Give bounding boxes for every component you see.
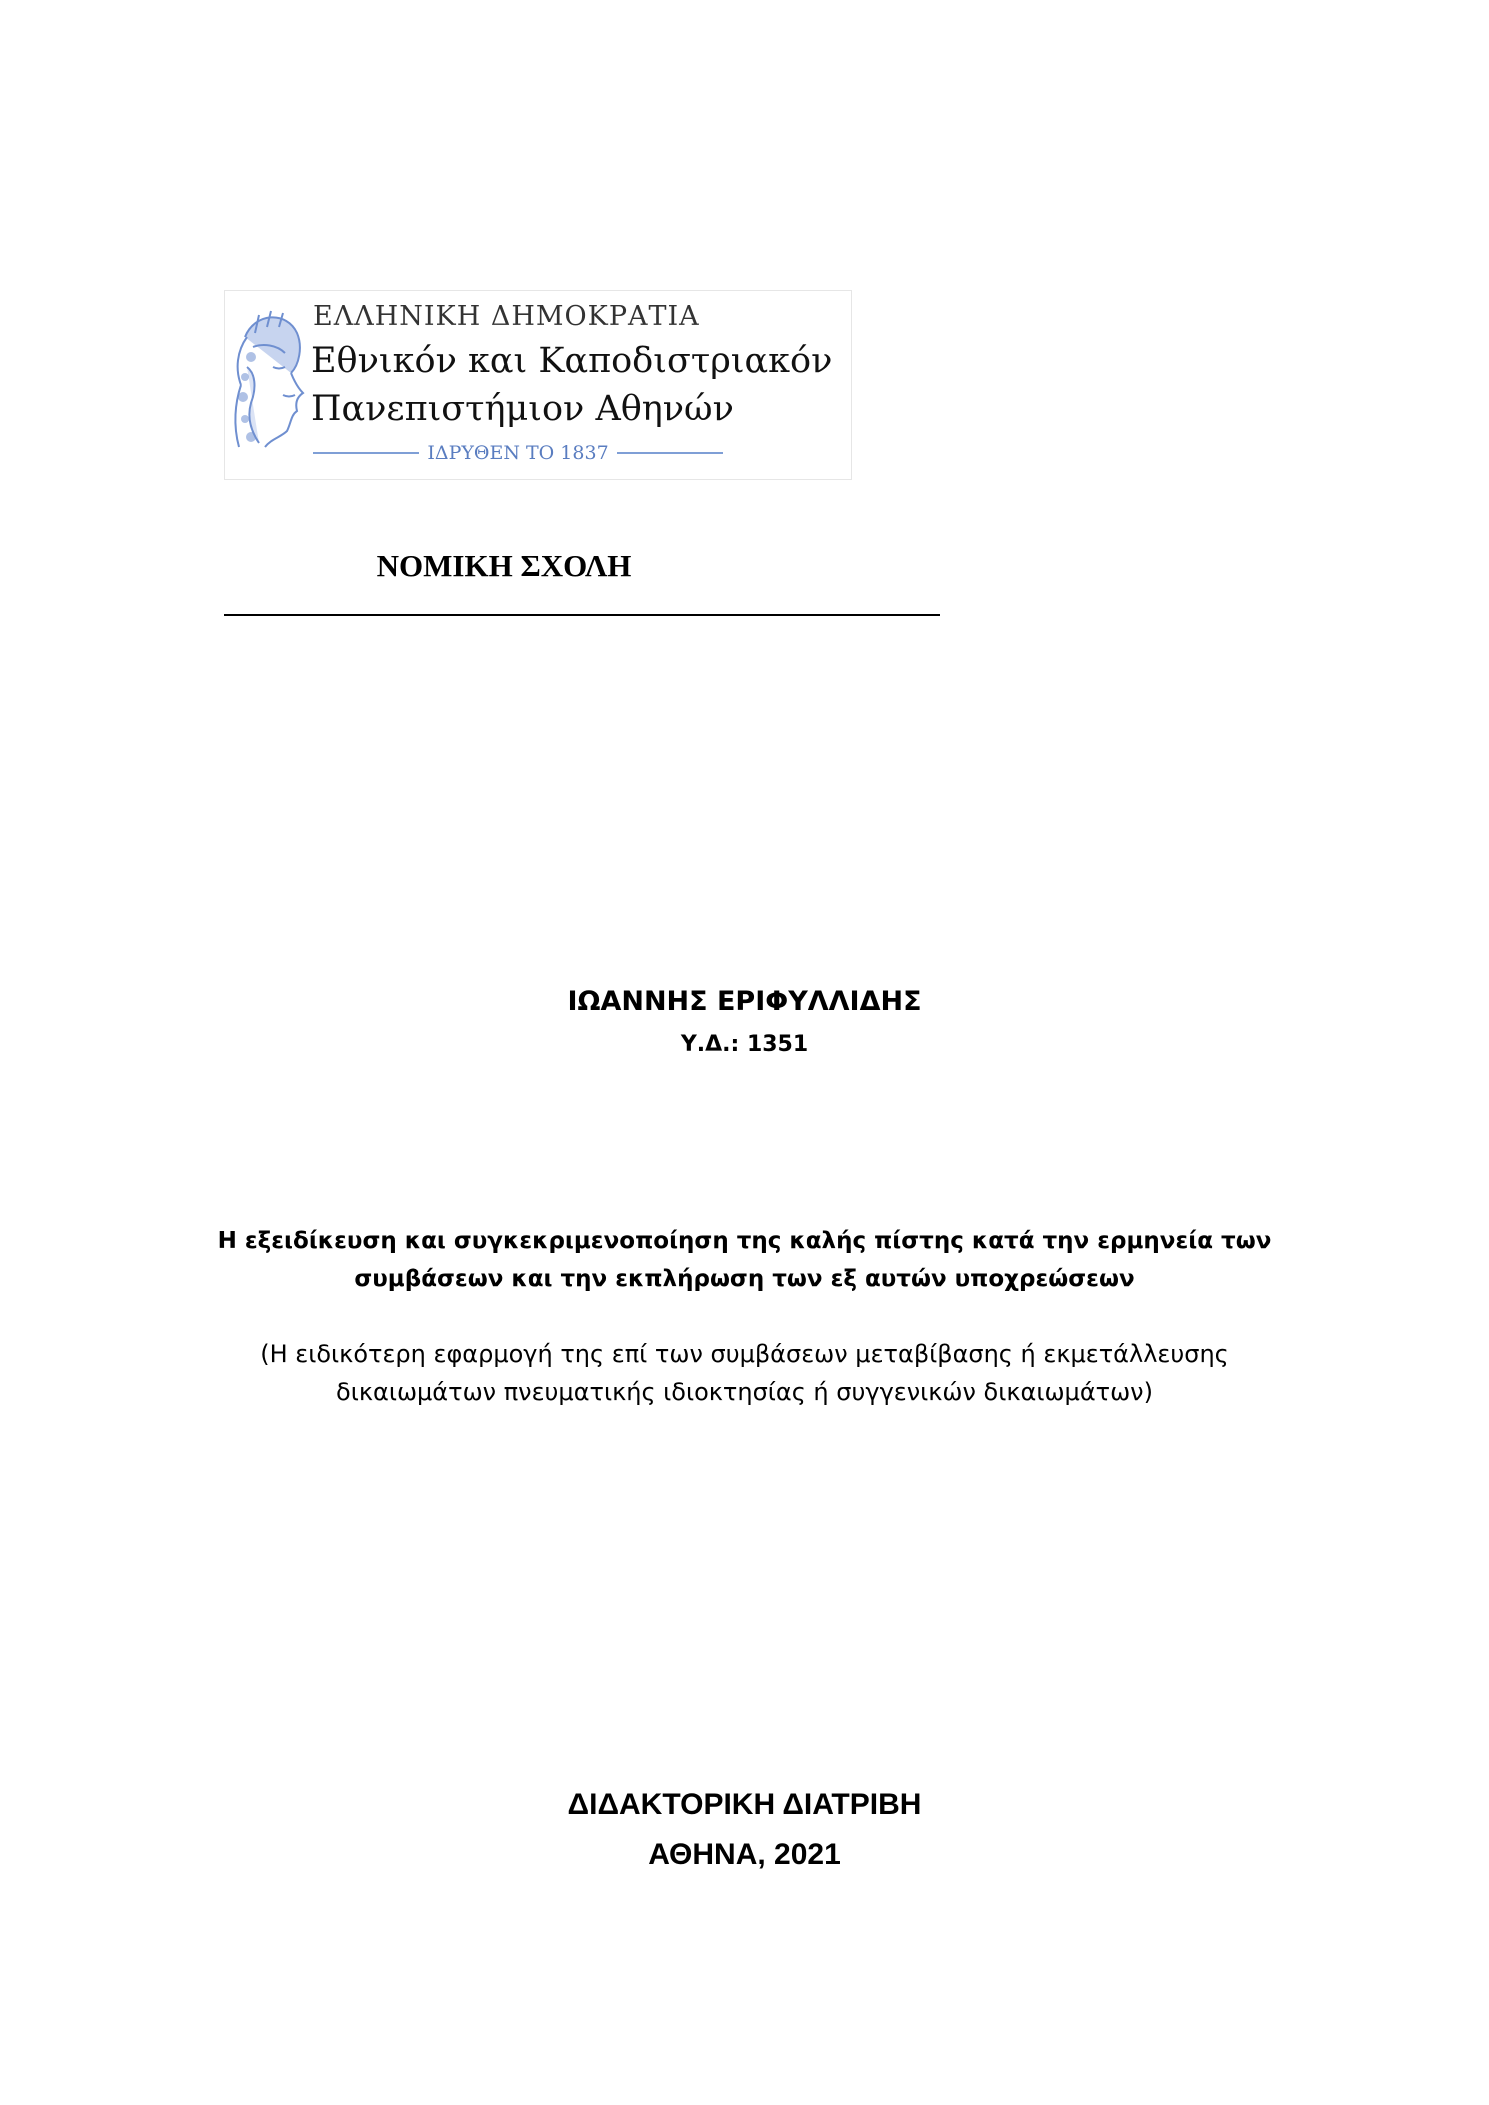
school-name: ΝΟΜΙΚΗ ΣΧΟΛΗ (376, 548, 632, 583)
place-and-year: ΑΘΗΝΑ, 2021 (648, 1838, 841, 1871)
thesis-subtitle-line: (Η ειδικότερη εφαρμογή της επί των συμβάσεων μεταβίβασης ή εκμετάλλευσης (260, 1340, 1229, 1368)
logo-founded (313, 441, 723, 465)
logo-republic-text: ΕΛΛΗΝΙΚΗ ΔΗΜΟΚΡΑΤΙΑ (313, 301, 700, 332)
thesis-title-line: συμβάσεων και την εκπλήρωση των εξ αυτών υποχρεώσεων (354, 1266, 1135, 1292)
logo-university-name-line2: Πανεπιστήμιον Αθηνών (311, 389, 734, 429)
thesis-subtitle-line: δικαιωμάτων πνευματικής ιδιοκτησίας ή συγγενικών δικαιωμάτων) (336, 1378, 1153, 1406)
logo-rule-right (617, 452, 723, 454)
thesis-title-line: Η εξειδίκευση και συγκεκριμενοποίηση της καλής πίστης κατά την ερμηνεία των (217, 1228, 1272, 1254)
logo-rule-left (313, 452, 419, 454)
author-name: ΙΩΑΝΝΗΣ ΕΡΙΦΥΛΛΙΔΗΣ (567, 986, 922, 1017)
thesis-subtitle (0, 1335, 1489, 1411)
athena-emblem-icon (225, 307, 309, 457)
school-divider (224, 614, 940, 616)
document-type: ΔΙΔΑΚΤΟΡΙΚΗ ΔΙΑΤΡΙΒΗ (567, 1788, 922, 1821)
candidate-id: Υ.Δ.: 1351 (680, 1032, 809, 1057)
logo-founded-text: ΙΔΡΥΘΕΝ ΤΟ 1837 (427, 442, 609, 464)
thesis-title (0, 1222, 1489, 1298)
university-logo (224, 290, 852, 480)
logo-university-name-line1: Εθνικόν και Καποδιστριακόν (311, 341, 833, 381)
